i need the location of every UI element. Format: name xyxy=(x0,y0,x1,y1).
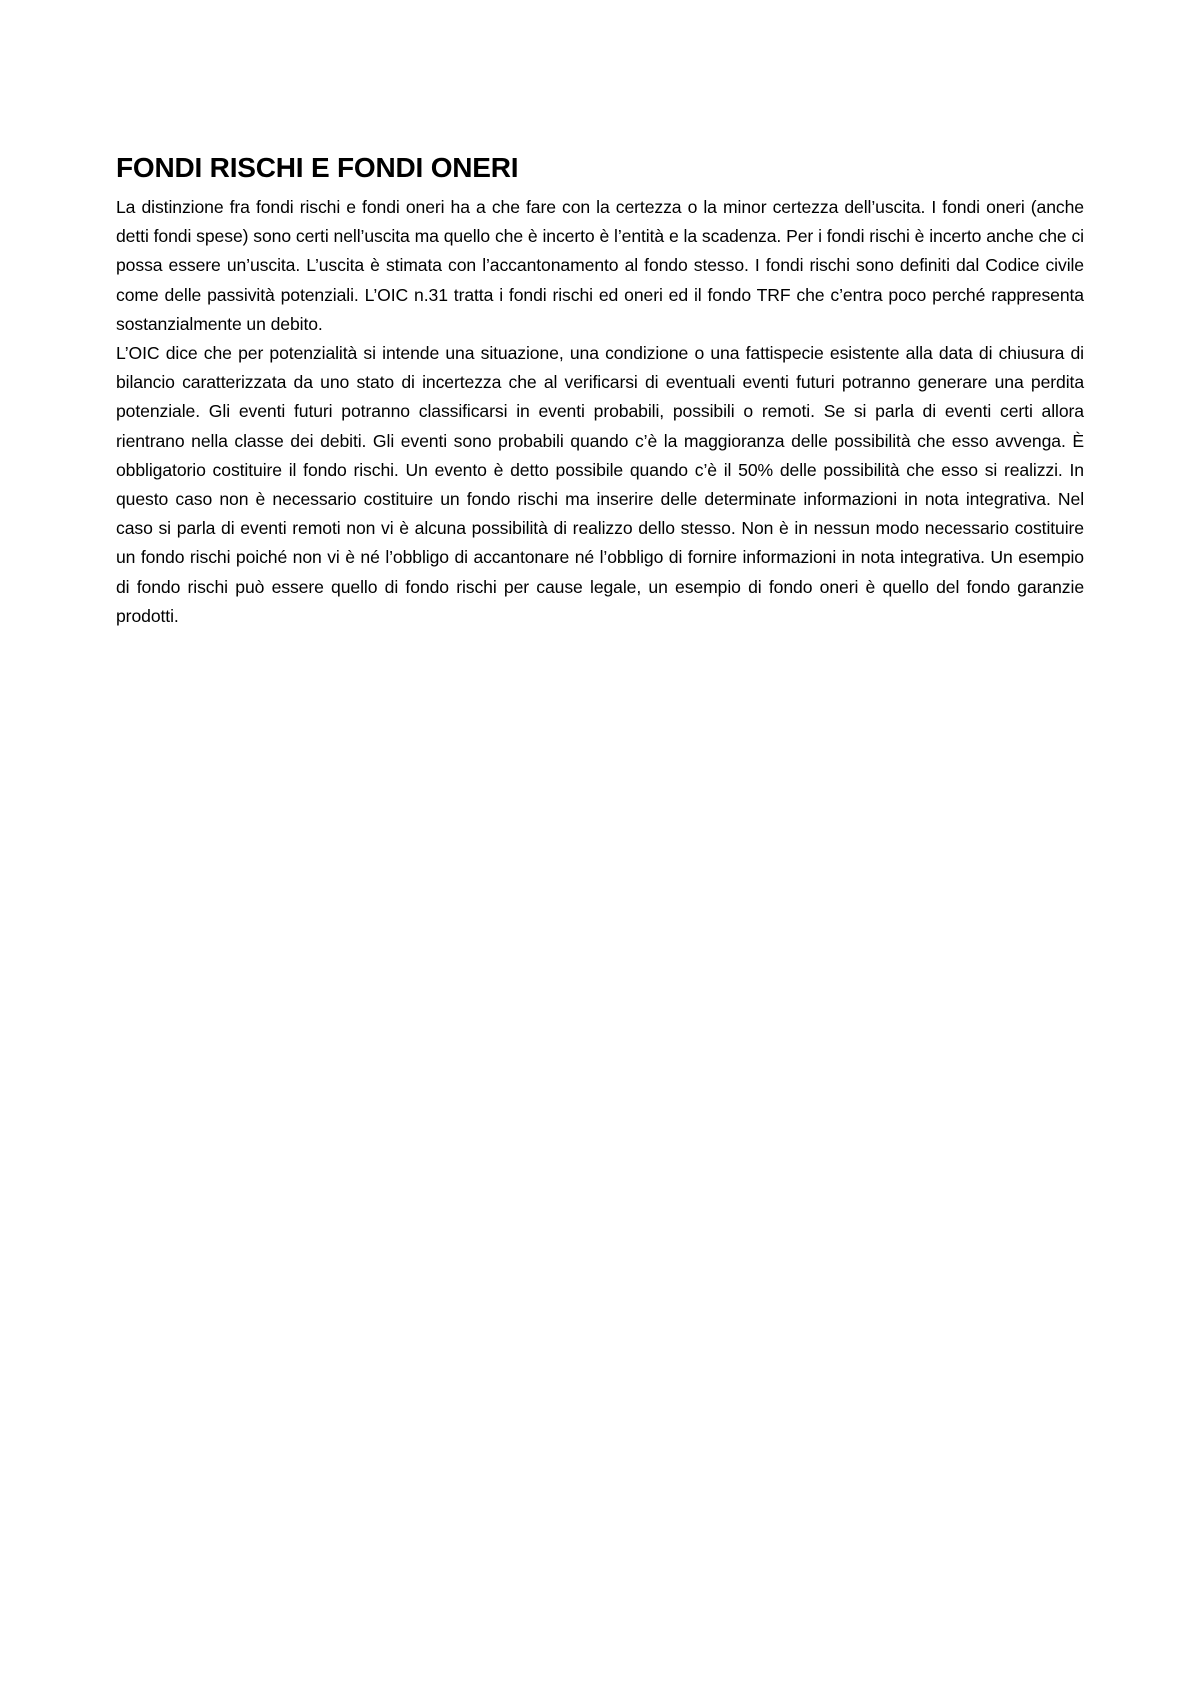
document-title: FONDI RISCHI E FONDI ONERI xyxy=(116,152,519,183)
document-body xyxy=(116,150,1084,631)
paragraph-oic: L’OIC dice che per potenzialità si intende una situazione, una condizione o una fattispecie esistente alla data di chiusura di bilancio caratterizzata da uno stato di incertezza che al verificarsi di eventuali eventi futuri potranno generare una perdita potenziale. Gli eventi futuri potranno classificarsi in eventi probabili, possibili o remoti. Se si parla di eventi certi allora rientrano nella classe dei debiti. Gli eventi sono probabili quando c’è la maggioranza delle possibilità che esso avvenga. È obbligatorio costituire il fondo rischi. Un evento è detto possibile quando c’è il 50% delle possibilità che esso si realizzi. In questo caso non è necessario costituire un fondo rischi ma inserire delle determinate informazioni in nota integrativa. Nel caso si parla di eventi remoti non vi è alcuna possibilità di realizzo dello stesso. Non è in nessun modo necessario costituire un fondo rischi poiché non vi è né l’obbligo di accantonare né l’obbligo di fornire informazioni in nota integrativa. Un esempio di fondo rischi può essere quello di fondo rischi per cause legale, un esempio di fondo oneri è quello del fondo garanzie prodotti. xyxy=(116,343,1084,626)
paragraph-intro: La distinzione fra fondi rischi e fondi oneri ha a che fare con la certezza o la minor certezza dell’uscita. I fondi oneri (anche detti fondi spese) sono certi nell’uscita ma quello che è incerto è l’entità e la scadenza. Per i fondi rischi è incerto anche che ci possa essere un’uscita. L’uscita è stimata con l’accantonamento al fondo stesso. I fondi rischi sono definiti dal Codice civile come delle passività potenziali. L’OIC n.31 tratta i fondi rischi ed oneri ed il fondo TRF che c’entra poco perché rappresenta sostanzialmente un debito. xyxy=(116,197,1084,334)
